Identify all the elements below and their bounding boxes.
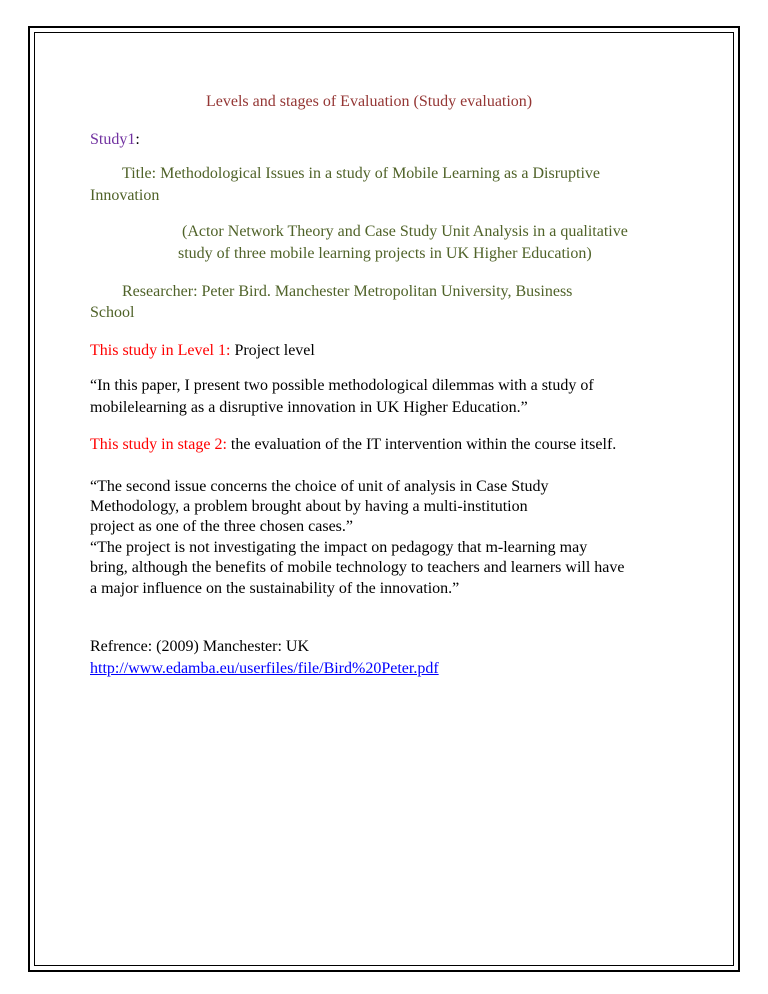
- quote2-line2: Methodology, a problem brought about by having a multi-institution: [90, 498, 528, 515]
- study-label-colon: :: [135, 131, 140, 148]
- quote2-line5: bring, although the benefits of mobile technology to teachers and learners will have: [90, 559, 625, 576]
- quote2-line4: “The project is not investigating the impact on pedagogy that m-learning may: [90, 539, 588, 556]
- level-line: [90, 341, 315, 361]
- study-title-line1: Title: Methodological Issues in a study of Mobile Learning as a Disruptive: [122, 165, 601, 182]
- quote2-line1: “The second issue concerns the choice of unit of analysis in Case Study: [90, 478, 549, 495]
- stage-value: the evaluation of the IT intervention within the course itself.: [226, 436, 617, 453]
- page-heading: Levels and stages of Evaluation (Study evaluation): [206, 93, 533, 110]
- level-value: Project level: [230, 342, 315, 359]
- study-title-line2: Innovation: [90, 187, 160, 204]
- reference-text: Refrence: (2009) Manchester: UK: [90, 638, 310, 655]
- stage-line: [90, 435, 616, 455]
- stage-label: This study in stage 2:: [90, 436, 227, 453]
- study-label-line: [90, 130, 140, 150]
- researcher-line2: School: [90, 304, 135, 321]
- quote1-line2: mobilelearning as a disruptive innovation in UK Higher Education.”: [90, 399, 528, 416]
- researcher-line1: Researcher: Peter Bird. Manchester Metropolitan University, Business: [122, 283, 573, 300]
- reference-link[interactable]: http://www.edamba.eu/userfiles/file/Bird%20Peter.pdf: [90, 660, 439, 677]
- quote2-line6: a major influence on the sustainability of the innovation.”: [90, 580, 460, 597]
- quote2-line3: project as one of the three chosen cases.”: [90, 518, 353, 535]
- quote1-line1: “In this paper, I present two possible methodological dilemmas with a study of: [90, 377, 594, 394]
- level-label: This study in Level 1:: [90, 342, 231, 359]
- study-subtitle-line2: study of three mobile learning projects in UK Higher Education): [178, 245, 592, 262]
- study-label: Study1: [90, 131, 136, 148]
- study-subtitle-line1: (Actor Network Theory and Case Study Unit Analysis in a qualitative: [182, 223, 628, 240]
